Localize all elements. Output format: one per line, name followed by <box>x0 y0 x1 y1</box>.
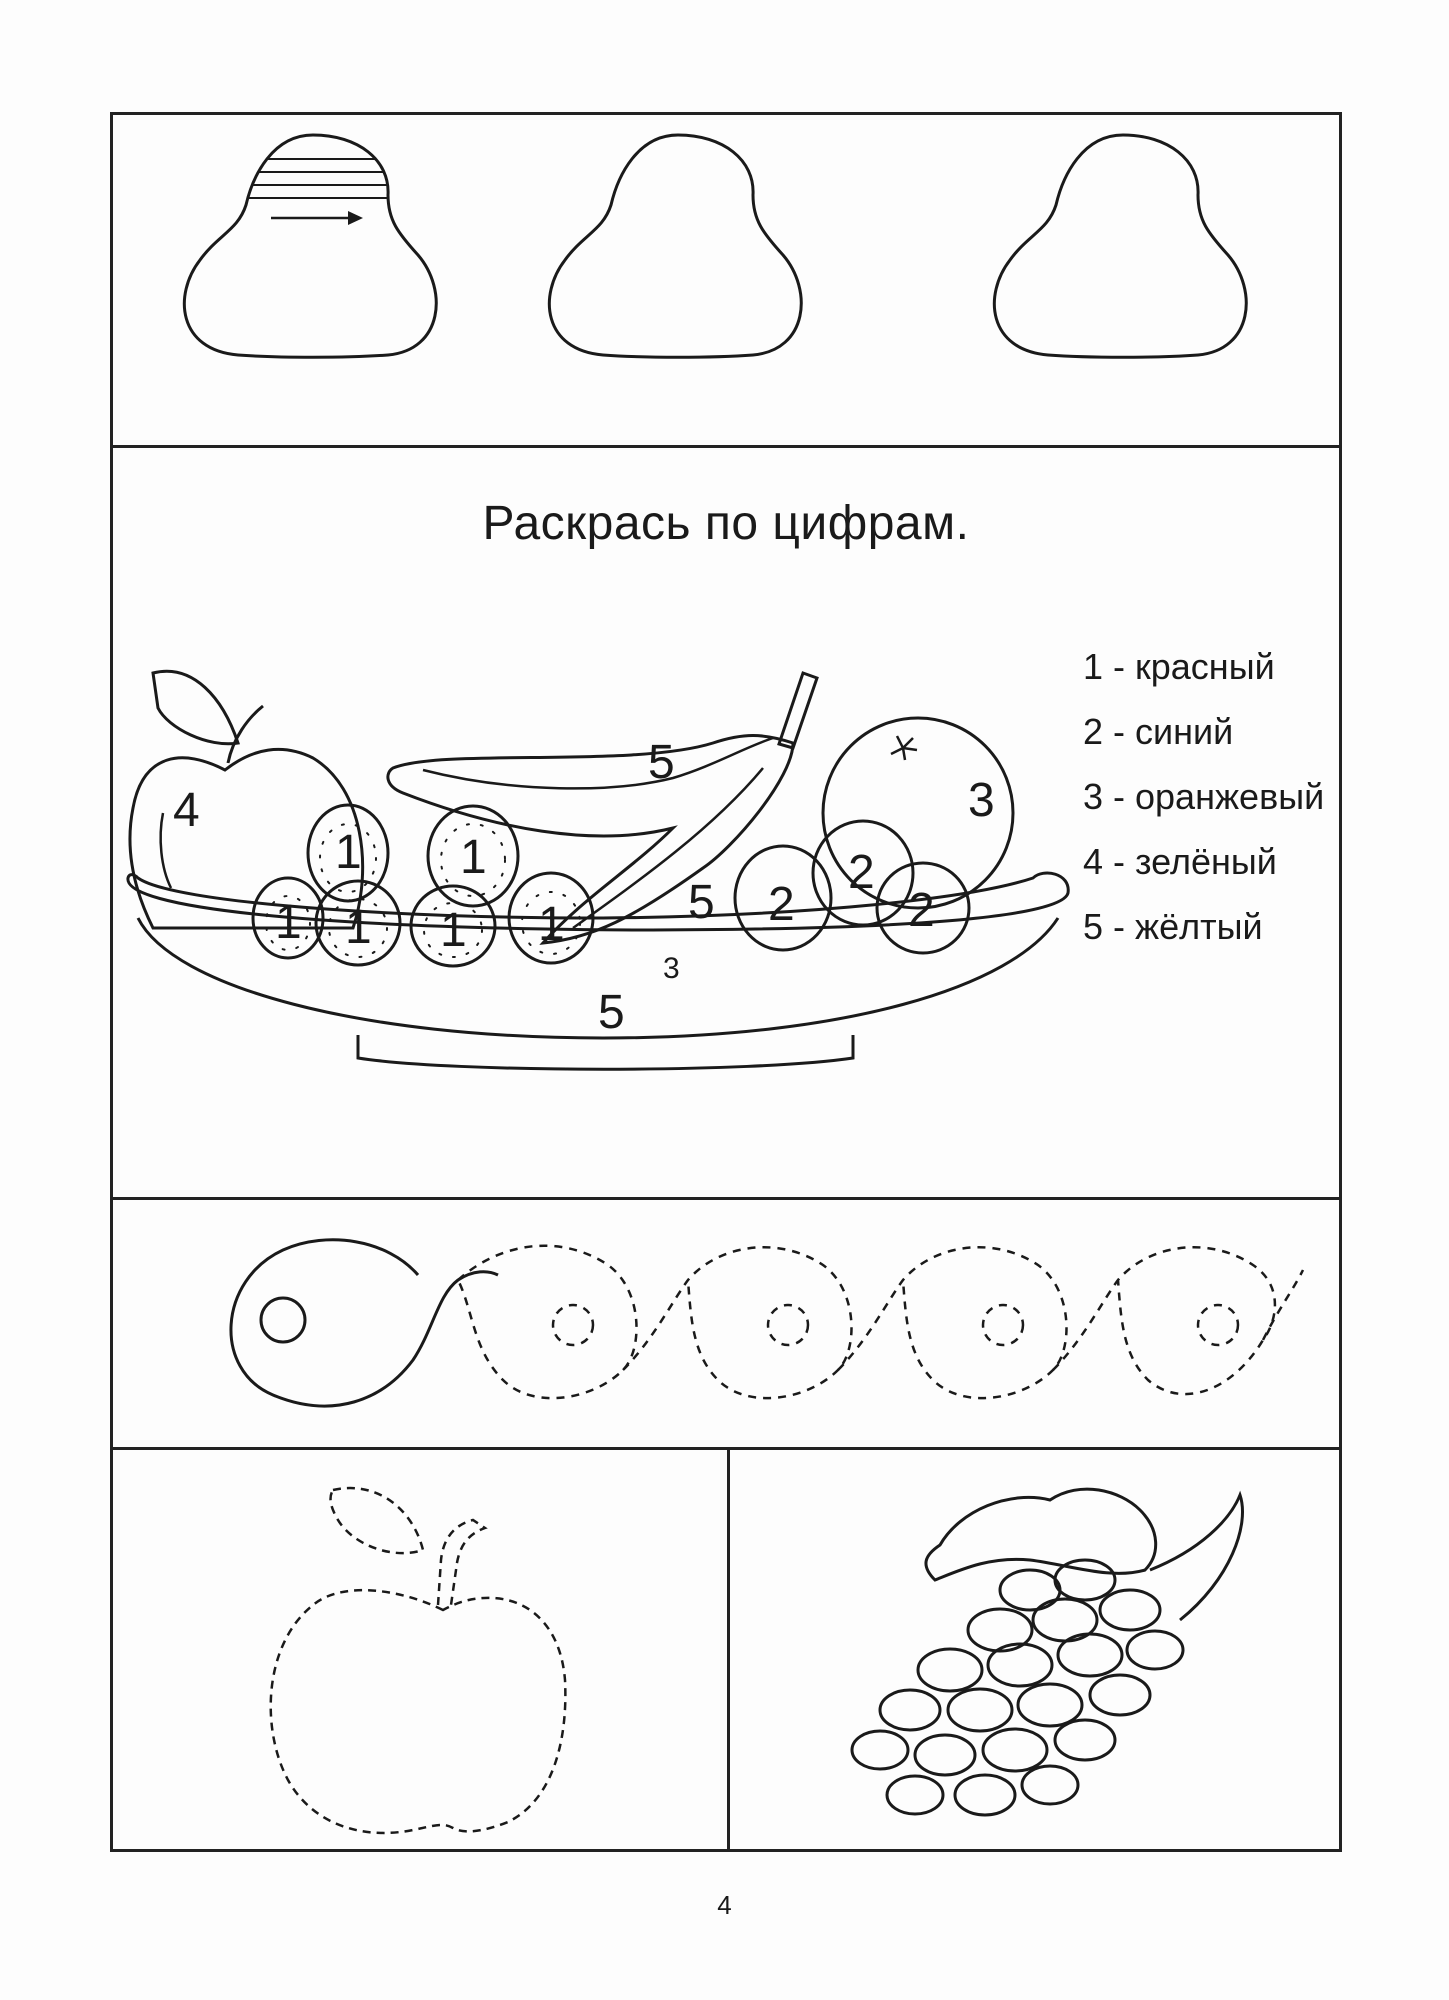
number-strawberry-b: 1 <box>460 831 487 884</box>
number-strawberry-e: 1 <box>440 904 467 957</box>
number-plum-a: 2 <box>768 878 795 931</box>
number-apple: 4 <box>173 784 200 837</box>
legend-item-orange: 3 - оранжевый <box>1083 776 1325 817</box>
grapes-icon[interactable] <box>730 1450 1342 1852</box>
legend-item-red: 1 - красный <box>1083 646 1275 687</box>
apple-tracing-cell <box>113 1450 730 1849</box>
apple-dashed-icon[interactable] <box>113 1450 730 1852</box>
number-strawberry-d: 1 <box>345 901 372 954</box>
number-plum-b: 2 <box>848 846 875 899</box>
number-orange: 3 <box>968 774 995 827</box>
spiral-tracing-panel <box>113 1200 1339 1450</box>
instruction-title: Раскрась по цифрам. <box>482 497 970 550</box>
spiral-svg <box>113 1200 1345 1450</box>
spiral-dashed-4[interactable] <box>1053 1247 1275 1394</box>
number-strawberry-a: 1 <box>335 826 362 879</box>
number-plum-c: 2 <box>908 884 935 937</box>
pear-outline-2[interactable] <box>549 135 801 357</box>
apple-stem <box>228 706 263 763</box>
legend-item-yellow: 5 - жёлтый <box>1083 906 1263 947</box>
number-bowl-rim: 3 <box>663 952 680 985</box>
color-legend <box>1083 634 1324 959</box>
legend-item-green: 4 - зелёный <box>1083 841 1277 882</box>
worksheet <box>110 112 1342 1852</box>
pear-example <box>184 135 436 357</box>
number-banana-top: 5 <box>648 736 675 789</box>
number-bowl-body: 5 <box>598 986 625 1039</box>
legend-item-blue: 2 - синий <box>1083 711 1234 752</box>
spiral-example <box>231 1240 498 1406</box>
number-banana-bottom: 5 <box>688 876 715 929</box>
color-by-number-panel <box>113 448 1339 1200</box>
pears-svg <box>113 115 1345 448</box>
pear-outline-3[interactable] <box>994 135 1246 357</box>
spiral-dashed-3[interactable] <box>838 1247 1067 1398</box>
page-number: 4 <box>717 1890 732 1920</box>
tracing-panel <box>113 1450 1339 1849</box>
bowl-foot <box>358 1035 853 1069</box>
pear-hatching-panel <box>113 115 1339 448</box>
number-strawberry-c: 1 <box>275 896 302 949</box>
spiral-dashed-2[interactable] <box>623 1247 852 1398</box>
apple-leaf <box>153 671 238 743</box>
spiral-dashed-1[interactable] <box>458 1246 637 1398</box>
number-strawberry-f: 1 <box>538 898 565 951</box>
grapes-cell <box>730 1450 1339 1849</box>
